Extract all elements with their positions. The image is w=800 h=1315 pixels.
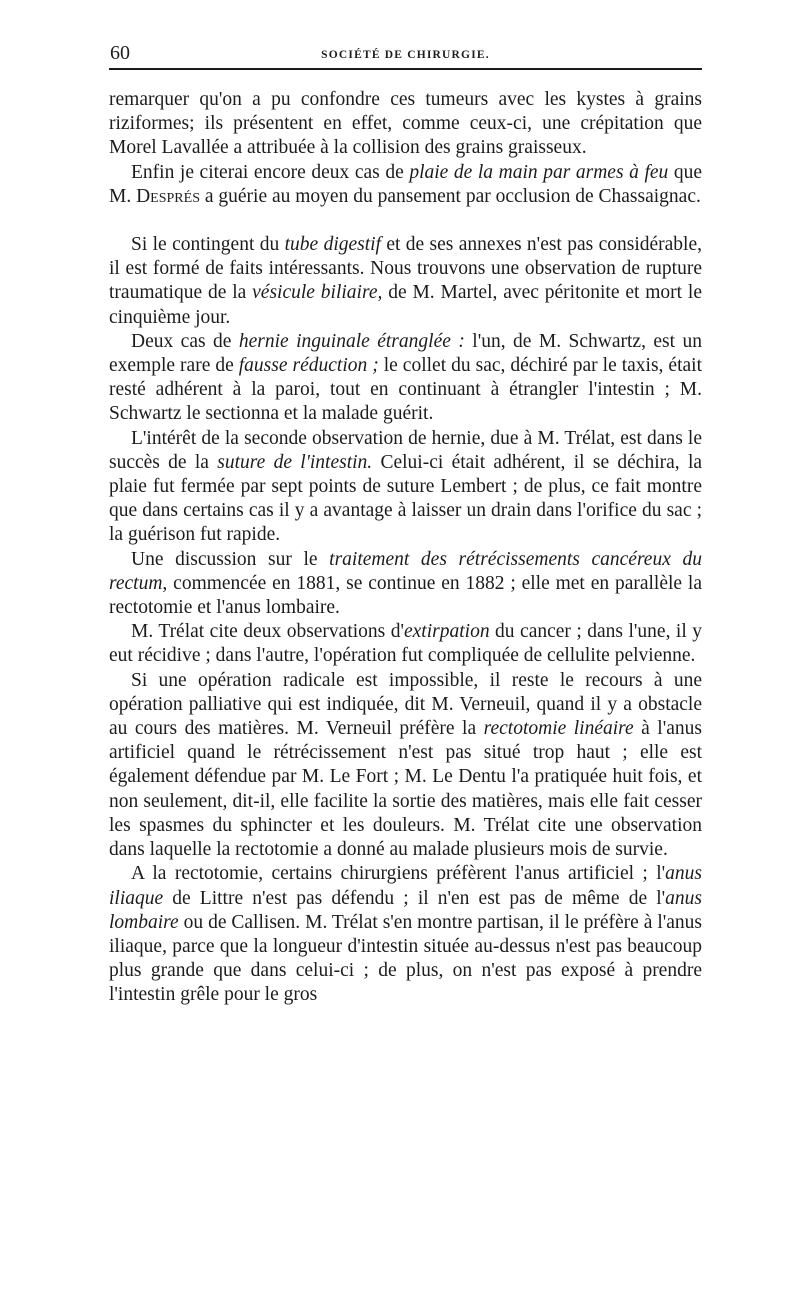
- text-run: que M.: [109, 161, 702, 207]
- text-run: le collet du sac, déchiré par le taxis, était resté adhérent à la paroi, tout en continuant à étrangler l'intestin ; M. Schwartz le sectionna et la malade guérit.: [109, 355, 702, 425]
- text-run: M. Trélat cite deux observations d': [131, 621, 404, 643]
- italic-text: extirpation: [404, 621, 490, 643]
- small-caps-name: Després: [136, 185, 200, 207]
- italic-text: rectotomie linéaire: [483, 718, 634, 740]
- paragraph: [109, 88, 702, 161]
- text-run: Celui-ci était adhérent, il se déchira, la plaie fut fermée par sept points de suture Lembert ; de plus, ce fait montre que dans certains cas il y a avantage à laisser un drain dans l'orifice du sac ; la guérison fut rapide.: [109, 451, 703, 546]
- book-page: [109, 38, 702, 1008]
- text-run: de M. Martel, avec péritonite et mort le cinquième jour.: [109, 282, 702, 328]
- paragraph: [109, 233, 702, 330]
- page-number: 60: [110, 42, 130, 64]
- text-run: L'intérêt de la seconde observation de hernie, due à M. Trélat, est dans le succès de la: [109, 427, 702, 473]
- paragraph: [109, 548, 702, 621]
- text-run: de Littre n'est pas défendu ; il n'en est pas de même de l': [163, 887, 666, 909]
- text-run: à l'anus artificiel quand le rétrécissement n'est pas situé trop haut ; elle est également défendue par M. Le Fort ; M. Le Dentu l'a pratiquée huit fois, et non seulement, dit-il, elle facilite la sortie des matières, mais elle fait cesser les spasmes du sphincter et les douleurs. M. Trélat cite une observation dans laquelle la rectotomie a donné au malade plusieurs mois de survie.: [109, 718, 702, 861]
- italic-text: hernie inguinale étranglée :: [238, 330, 465, 352]
- text-run: l'un, de M. Schwartz, est un exemple rare de: [109, 330, 703, 377]
- italic-text: vésicule biliaire,: [252, 282, 383, 304]
- italic-text: plaie de la main par armes à feu: [409, 161, 669, 183]
- paragraph: [109, 862, 702, 1007]
- running-head: SOCIÉTÉ DE CHIRURGIE.: [321, 49, 490, 61]
- paragraph: [109, 620, 702, 668]
- text-run: Enfin je citerai encore deux cas de: [131, 161, 410, 183]
- body-text: [109, 88, 702, 1008]
- text-run: a guérie au moyen du pansement par occlusion de Chassaignac.: [199, 185, 701, 207]
- text-run: du cancer ; dans l'une, il y eut récidive ; dans l'autre, l'opération fut compliquée de cellulite pelvienne.: [109, 621, 702, 667]
- text-run: commencée en 1881, se continue en 1882 ; elle met en parallèle la rectotomie et l'anus lombaire.: [109, 572, 702, 619]
- text-run: Si le contingent du: [131, 234, 285, 256]
- paragraph: [109, 427, 702, 548]
- header-rule: [109, 68, 702, 70]
- paragraph: [109, 161, 702, 209]
- italic-text: anus lombaire: [109, 887, 702, 933]
- text-run: ou de Callisen. M. Trélat s'en montre partisan, il le préfère à l'anus iliaque, parce que la longueur d'intestin située au-dessus n'est pas beaucoup plus grande que dans celui-ci ; de plus, on n'est pas exposé à prendre l'intestin grêle pour le gros: [109, 911, 702, 1006]
- text-run: remarquer qu'on a pu confondre ces tumeurs avec les kystes à grains riziformes; ils présentent en effet, comme ceux-ci, une crépitation que Morel Lavallée a attribuée à la collision des grains graisseux.: [109, 89, 702, 159]
- text-run: A la rectotomie, certains chirurgiens préfèrent l'anus artificiel ; l': [131, 863, 666, 885]
- italic-text: traitement des rétrécissements cancéreux du rectum,: [109, 548, 702, 594]
- paragraph: [109, 330, 702, 427]
- text-run: Une discussion sur le: [131, 548, 330, 570]
- text-run: et de ses annexes n'est pas considérable, il est formé de faits intéressants. Nous trouvons une observation de rupture traumatique de la: [109, 234, 702, 304]
- italic-text: anus iliaque: [109, 863, 702, 909]
- italic-text: suture de l'intestin.: [217, 451, 373, 473]
- italic-text: fausse réduction ;: [238, 355, 379, 377]
- text-run: Si une opération radicale est impossible, il reste le recours à une opération palliative qui est indiquée, dit M. Verneuil, quand il y a obstacle au cours des matières. M. Verneuil préfère la: [109, 669, 702, 740]
- italic-text: tube digestif: [284, 234, 381, 256]
- paragraph: [109, 669, 702, 863]
- page-header: [109, 38, 702, 68]
- text-run: Deux cas de: [131, 330, 239, 352]
